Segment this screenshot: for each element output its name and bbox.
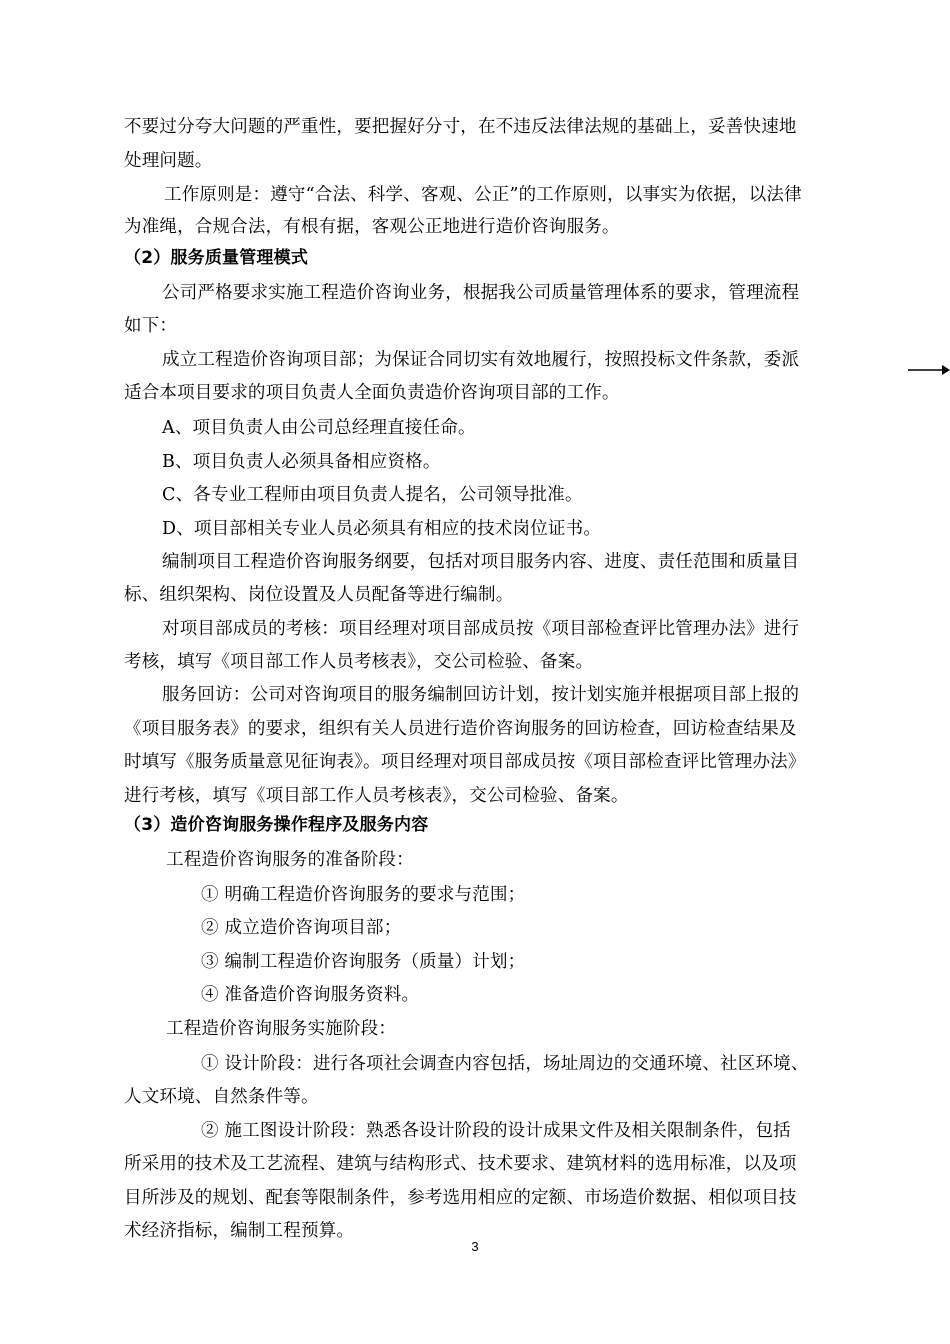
- body-text-line: 公司严格要求实施工程造价咨询业务，根据我公司质量管理体系的要求，管理流程: [162, 283, 800, 303]
- body-text-line: 适合本项目要求的项目负责人全面负责造价咨询项目部的工作。: [124, 383, 620, 403]
- body-text-line: 所采用的技术及工艺流程、建筑与结构形式、技术要求、建筑材料的选用标准，以及项: [124, 1154, 797, 1174]
- list-item: ③ 编制工程造价咨询服务（质量）计划；: [201, 952, 526, 972]
- list-item: ② 施工图设计阶段：熟悉各设计阶段的设计成果文件及相关限制条件，包括: [201, 1121, 791, 1141]
- body-text-line: 标、组织架构、岗位设置及人员配备等进行编制。: [124, 585, 514, 605]
- body-text-line: 工程造价咨询服务的准备阶段：: [166, 850, 414, 870]
- body-text-line: 对项目部成员的考核：项目经理对项目部成员按《项目部检查评比管理办法》进行: [162, 619, 800, 639]
- body-text-line: 进行考核，填写《项目部工作人员考核表》，交公司检验、备案。: [124, 786, 629, 806]
- body-text-line: 为准绳，合规合法，有根有据，客观公正地进行造价咨询服务。: [124, 217, 620, 237]
- body-text-line: 不要过分夸大问题的严重性，要把握好分寸，在不违反法律法规的基础上，妥善快速地: [124, 117, 797, 137]
- list-item: C、各专业工程师由项目负责人提名，公司领导批准。: [162, 485, 583, 505]
- body-text-line: 考核，填写《项目部工作人员考核表》，交公司检验、备案。: [124, 652, 594, 672]
- list-item: D、项目部相关专业人员必须具有相应的技术岗位证书。: [162, 519, 602, 539]
- page-number: 3: [471, 1239, 479, 1254]
- body-text-line: 工程造价咨询服务实施阶段：: [166, 1019, 397, 1039]
- section-heading: （3）造价咨询服务操作程序及服务内容: [124, 815, 429, 835]
- list-item: ① 明确工程造价咨询服务的要求与范围；: [201, 885, 526, 905]
- body-text-line: 如下：: [124, 316, 178, 336]
- arrow-right-icon: [908, 363, 950, 377]
- body-text-line: 时填写《服务质量意见征询表》。项目经理对项目部成员按《项目部检查评比管理办法》: [124, 752, 806, 772]
- list-item: ② 成立造价咨询项目部；: [201, 918, 402, 938]
- body-text-line: 目所涉及的规划、配套等限制条件，参考选用相应的定额、市场造价数据、相似项目技: [124, 1188, 797, 1208]
- list-item: B、项目负责人必须具备相应资格。: [162, 452, 441, 472]
- body-text-line: 处理问题。: [124, 151, 213, 171]
- body-text-line: 工作原则是：遵守“合法、科学、客观、公正”的工作原则，以事实为依据，以法律: [164, 185, 802, 205]
- body-text-line: 人文环境、自然条件等。: [124, 1087, 319, 1107]
- body-text-line: 成立工程造价咨询项目部；为保证合同切实有效地履行，按照投标文件条款，委派: [162, 350, 800, 370]
- body-text-line: 编制项目工程造价咨询服务纲要，包括对项目服务内容、进度、责任范围和质量目: [162, 552, 800, 572]
- section-heading: （2）服务质量管理模式: [124, 248, 309, 268]
- list-item: ① 设计阶段：进行各项社会调查内容包括，场址周边的交通环境、社区环境、: [201, 1054, 809, 1074]
- list-item: A、项目负责人由公司总经理直接任命。: [162, 418, 476, 438]
- list-item: ④ 准备造价咨询服务资料。: [201, 985, 420, 1005]
- body-text-line: 服务回访：公司对咨询项目的服务编制回访计划，按计划实施并根据项目部上报的: [162, 685, 800, 705]
- body-text-line: 《项目服务表》的要求，组织有关人员进行造价咨询服务的回访检查，回访检查结果及: [124, 719, 797, 739]
- body-text-line: 术经济指标，编制工程预算。: [124, 1221, 355, 1241]
